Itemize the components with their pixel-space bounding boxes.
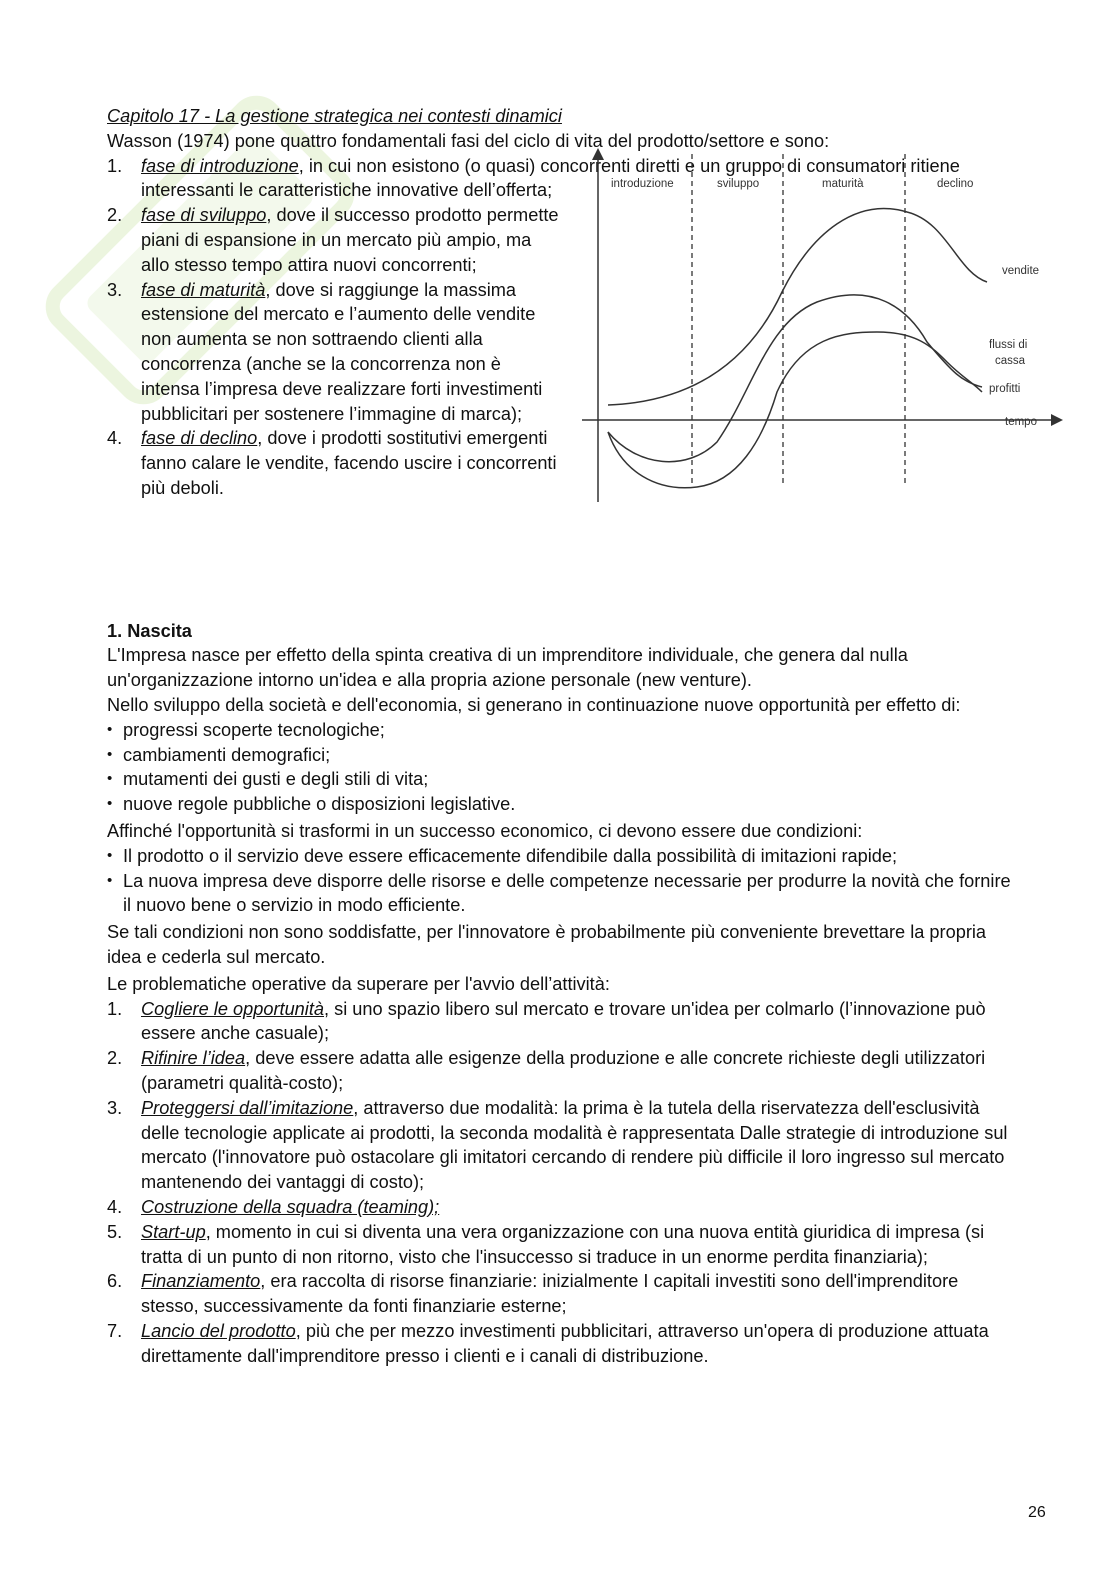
list-item: • mutamenti dei gusti e degli stili di vita; bbox=[107, 767, 1017, 792]
main-content bbox=[107, 104, 1040, 1369]
phase-item: 2. fase di sviluppo, dove il successo prodotto permette piani di espansione in un mercato più ampio, ma allo stesso tempo attira nuovi concorrenti; bbox=[107, 205, 559, 275]
bullet-list bbox=[107, 844, 1017, 918]
profit-curve bbox=[608, 332, 982, 488]
list-item: • cambiamenti demografici; bbox=[107, 743, 1017, 768]
page-number: 26 bbox=[1028, 1504, 1046, 1521]
list-item: 4. Costruzione della squadra (teaming); bbox=[107, 1196, 440, 1217]
bullet-list bbox=[107, 718, 1017, 817]
curve-label: cassa bbox=[995, 354, 1026, 367]
curve-label: profitti bbox=[989, 382, 1021, 395]
list-item: • La nuova impresa deve disporre delle risorse e delle competenze necessarie per produrre la novità che fornire il nuovo bene o servizio in modo efficiente. bbox=[107, 869, 1017, 919]
list-item: 5. Start-up, momento in cui si diventa una vera organizzazione con una nuova entità giuridica di impresa (si tratta di un punto di non ritorno, visto che l'insuccesso si traduce in un enorme perdita finanziaria); bbox=[107, 1221, 985, 1267]
list-item: 7. Lancio del prodotto, più che per mezzo investimenti pubblicitari, attraverso un'opera di produzione attuata direttamente dall'imprenditore presso i clienti e i canali di distribuzione. bbox=[107, 1320, 989, 1366]
phase-label: declino bbox=[937, 177, 974, 190]
phase-item: 1. fase di introduzione, in cui non esistono (o quasi) concorrenti diretti e un gruppo di consumatori ritiene interessanti le caratteristiche innovative dell’offerta; bbox=[107, 155, 960, 201]
cash-flow-curve bbox=[608, 294, 982, 461]
phase-item: 3. fase di maturità, dove si raggiunge la massima estensione del mercato e l’aumento delle vendite non aumenta se non sottraendo clienti alla concorrenza (anche se la concorrenza non è intensa l’impresa deve realizzare forti investimenti pubblicitari per sostenere l’immagine di marca); bbox=[107, 279, 543, 424]
curve-label: vendite bbox=[1002, 264, 1040, 277]
list-item: • progressi scoperte tecnologiche; bbox=[107, 718, 1017, 743]
paragraph: Nello sviluppo della società e dell'economia, si generano in continuazione nuove opportunità per effetto di: bbox=[107, 694, 961, 715]
sales-curve bbox=[608, 208, 987, 404]
steps-list bbox=[107, 997, 1017, 1369]
paragraph: Le problematiche operative da superare per l'avvio dell’attività: bbox=[107, 973, 610, 994]
paragraph: Affinché l'opportunità si trasformi in un successo economico, ci devono essere due condizioni: bbox=[107, 820, 863, 841]
list-item: • nuove regole pubbliche o disposizioni legislative. bbox=[107, 792, 1017, 817]
phase-label: sviluppo bbox=[717, 177, 760, 190]
life-cycle-diagram bbox=[577, 142, 1077, 502]
list-item: • Il prodotto o il servizio deve essere efficacemente difendibile dalla possibilità di imitazioni rapide; bbox=[107, 844, 1017, 869]
list-item: 3. Proteggersi dall’imitazione, attraverso due modalità: la prima è la tutela della riservatezza dell'esclusività delle tecnologie applicate ai prodotti, la seconda modalità è rappresentata Dalle strategie di introduzione sul mercato (l'innovatore può ostacolare gli imitatori cercando di rendere più difficile il loro ingresso sul mercato mantenendo dei vantaggi di costo); bbox=[107, 1097, 1008, 1193]
list-item: 1. Cogliere le opportunità, si uno spazio libero sul mercato e trovare un'idea per colmarlo (l’innovazione può essere anche casuale); bbox=[107, 998, 986, 1044]
axis-label: tempo bbox=[1005, 415, 1037, 428]
curve-label: flussi di bbox=[989, 338, 1028, 351]
phases-section bbox=[107, 154, 1040, 566]
phase-label: introduzione bbox=[611, 177, 674, 190]
section-title: 1. Nascita bbox=[107, 620, 192, 641]
chapter-title: Capitolo 17 - La gestione strategica nei contesti dinamici bbox=[107, 106, 562, 126]
paragraph: Se tali condizioni non sono soddisfatte, per l'innovatore è probabilmente più conveniente brevettare la propria idea e cederla sul mercato. bbox=[107, 922, 987, 967]
list-item: 6. Finanziamento, era raccolta di risorse finanziarie: inizialmente I capitali investiti sono dell'imprenditore stesso, successivamente da fonti finanziarie esterne; bbox=[107, 1271, 959, 1317]
intro-paragraph: Wasson (1974) pone quattro fondamentali fasi del ciclo di vita del prodotto/settore e sono: bbox=[107, 130, 830, 151]
list-item: 2. Rifinire l’idea, deve essere adatta alle esigenze della produzione e alle concrete richieste degli utilizzatori (parametri qualità-costo); bbox=[107, 1048, 986, 1093]
phase-item: 4. fase di declino, dove i prodotti sostitutivi emergenti fanno calare le vendite, facendo uscire i concorrenti più deboli. bbox=[107, 428, 557, 498]
paragraph: L'Impresa nasce per effetto della spinta creativa di un imprenditore individuale, che genera dal nulla un'organizzazione intorno un'idea e alla propria azione personale (new venture). bbox=[107, 645, 908, 691]
phase-label: maturità bbox=[822, 177, 864, 190]
